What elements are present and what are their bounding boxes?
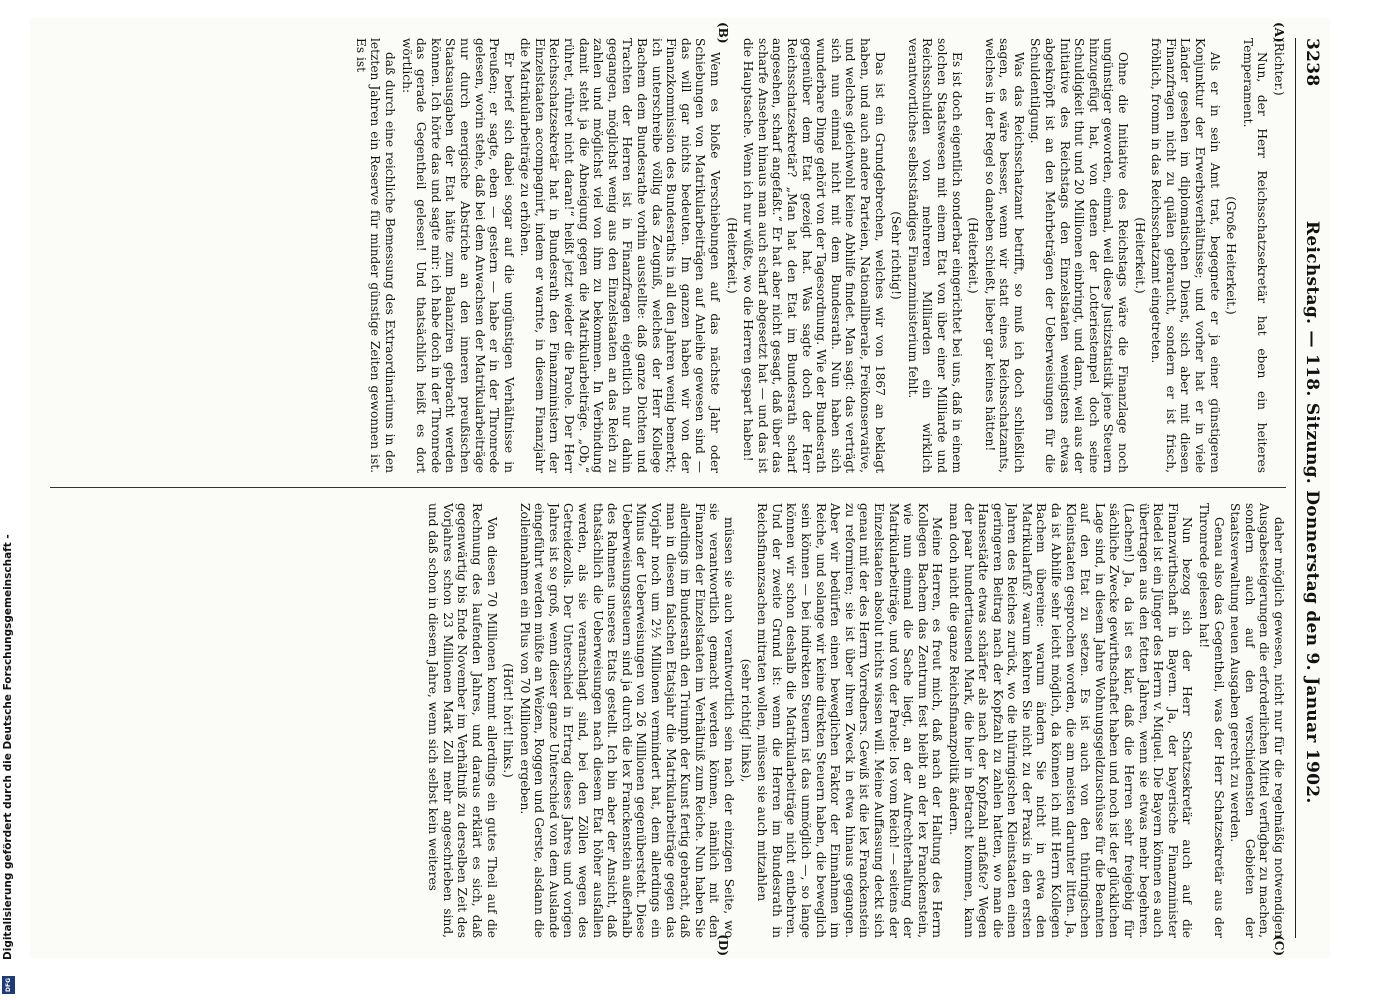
margin-mark-d: (D) [716,934,730,956]
margin-mark-b: (B) [716,22,730,44]
paragraph: Als er in sein Amt trat, begegnete er ja einer günstigeren Konjunktur der Erwerbsverhältnisse; und vorher hat er in viele Länder gesehen im diplomatischen Dienst, sich aber mit diesen Finanzfragen nicht zu quälen gebraucht, sondern er ist frisch, fröhlich, fromm in das Reichsschatzamt eingetreten. [1149,38,1222,473]
paragraph: (Hört! hört! links.) [501,663,516,778]
paragraph: (sehr richtig! links), [738,658,753,783]
paragraph: Er berief sich dabei sogar auf die ungünstigen Verhältnisse in Preußen; er sagte, eben — gestern — habe er in der Thronrede gelesen, worin stehe, daß bei dem Anwachsen der Matrikularbeiträge nur durch energische Abstriche an den inneren preußischen Staatsausgaben der Etat hätte zum Balanziren gebracht werden können. Ich hörte das und sagte mir: ich habe doch in der Thronrede das gerade Gegentheil gelesen! Und thatsächlich heißt es dort wörtlich: [399,38,516,473]
page-number: 3238 [1302,38,1322,87]
digitization-note [2,0,16,1000]
page-title: Reichstag. — 118. Sitzung. Donnerstag den 9. Januar 1902. [1302,220,1322,804]
paragraph: (Sehr richtig!) [889,211,904,300]
page-header [1300,38,1322,938]
paragraph: (Richter.) [1272,38,1286,96]
paragraph: Nun, der Herr Reichsschatzsekretär hat eben ein heiteres Temperament. [1240,38,1270,473]
document-page [30,18,1330,958]
paragraph: Was das Reichsschatzamt betrifft, so muß ich doch schließlich sagen, es wäre besser, wenn wir statt eines Reichsschatzamts, welches in der Regel so daneben schießt, lieber gar keines hätten! [982,38,1026,473]
dfg-logo-text: DFG [5,978,12,993]
margin-mark-c: (C) [1272,935,1286,956]
paragraph: (Große Heiterkeit.) [1224,196,1239,315]
header-rule [1295,38,1296,938]
left-column [50,38,1286,473]
paragraph: (Heiterkeit.) [966,217,981,294]
column-divider [50,487,1286,488]
paragraph: (Heiterkeit.) [1132,217,1147,294]
paragraph: daß durch eine reichliche Bemessung des Extraordinariums in den letzten Jahren ein Reserve für minder günstige Zeiten gewonnen ist. Es ist [353,38,397,473]
digitization-note-text: Digitalisierung gefördert durch die Deutsche Forschungsgemeinschaft - [2,534,14,960]
paragraph: müssen sie auch verantwortlich sein nach der einzigen Seite, wo sie verantwortlich gemacht werden können, nämlich mit den Finanzen der Einzelstaaten im Verhältniß zum Reiche. Nun haben Sie allerdings im Bundesrath den Triumph der Kunst fertig gebracht, daß man in diesem falschen Etatsjahr die Matrikularbeiträge gegen das Vorjahr noch um 2½ Millionen vermindert hat, dem allerdings ein Minus der Ueberweisungen von 26 Millionen gegenübersteht. Diese Ueberweisungssteuern sind ja durch die lex Franckenstein außerhalb des Rahmens unseres Etats gestellt. Ich bin aber der Ansicht, daß thatsächlich die Ueberweisungen nach diesem Etat höher ausfallen werden, als sie veranschlagt sind, bei den Zöllen wegen des Getreidezolls. Der Unterschied in Ertrag dieses Jahres und vorigen Jahres ist so groß, wenn dieser ganze Unterschied von dem Auslande eingeführt werden müßte an Weizen, Roggen und Gerste, alsdann die Zolleinnahmen ein Plus von 70 Millionen ergeben. [517,503,737,938]
paragraph: Meine Herren, es freut mich, daß nach der Haltung des Herrn Kollegen Bachem das Zentrum fest bleibt an der lex Franckenstein, wie nun einmal die Sache liegt, an der Aufrechterhaltung der Matrikularbeiträge, und von der Parole: los vom Reich! — seitens der Einzelstaaten absolut nichts wissen will. Meine Auffassung deckt sich genau mit der des Herrn Vorredners. Gewiß ist die lex Franckenstein zu reformiren; sie ist über ihren Zweck in etwa hinaus gegangen. Aber wir bedürfen einen beweglichen Faktor der Einnahmen im Reiche, und solange wir keine direkten Steuern haben, die beweglich sein können — bei indirekten Steuern ist das unmöglich —, so lange können wir schon deshalb die Matrikularbeiträge nicht entbehren. Und der zweite Grund ist: wenn die Herren im Bundesrath in Reichsfinanzsachen mitraten wollen, müssen sie auch mitzahlen [755,503,945,938]
paragraph: Es ist doch eigentlich sonderbar eingerichtet bei uns, daß in einem solchen Staatswesen mit einem Etat von über einer Milliarde und Reichsschulden von mehreren Milliarden ein wirklich verantwortliches selbstständiges Finanzministerium fehlt. [905,38,964,473]
paragraph: Von diesen 70 Millionen kommt allerdings ein gutes Theil auf die Rechnung des laufenden Jahres, und daraus erklärt es sich, daß gegenwärtig bis Ende November im Verhältniß zu derselben Zeit des Vorjahres schon 23 Millionen Mark Zoll mehr angeschrieben sind, und daß schon in diesem Jahre, wenn sich selbst kein weiteres [426,503,499,938]
paragraph: Das ist ein Grundgebrechen, welches wir von 1867 an beklagt haben, und auch andere Parteien, Nationalliberale, Freikonservative, und welches gleichwohl keine Abhilfe findet. Man sagt: das verträgt sich nun einmal nicht mit dem Bundesrath. Nun haben sich wunderbare Dinge gehört von der Tagesordnung. Wie der Bundesrath gegenüber dem Etat gezeigt hat. Was sagte doch der Herr Reichsschatzsekretär? „Man hat den Etat im Bundesrath scharf angesehen, scharf angefaßt.“ Er hat aber nicht gesagt, daß über das scharfe Ansehen hinaus man auch scharf abgesetzt hat — und das ist die Hauptsache. Wenn ich nur wüßte, wo die Herren gespart haben! [741,38,887,473]
dfg-logo [2,976,15,994]
paragraph: daher möglich gewesen, nicht nur für die regelmäßig notwendigen Ausgabesteigerungen die erforderlichen Mittel verfügbar zu machen, sondern auch auf den verschiedensten Gebieten der Staatsverwaltung neuen Ausgaben gerecht zu werden. [1228,503,1286,938]
paragraph: (Heiterkeit.) [724,217,739,294]
paragraph: Wenn es bloße Verschiebungen auf das nächste Jahr oder Schiebungen von Matrikularbeiträgen auf Anleihe gewesen sind — das will gar nichts bedeuten. Im ganzen haben wir von der Finanzkommission des Bundesraths in all den Jahren wenig bemerkt; ich unterschreibe völlig das Zeugniß, welches der Herr Kollege Bachem dem Bundesrathe vorhin ausstellte: daß ganze Dichten und Trachten der Herren ist in Finanzfragen eigentlich nur dahin gegangen, möglichst wenig aus den Einzelstaaten an das Reich zu zahlen und möglichst viel von ihm zu bekommen. In Verbindung damit steht ja die Abneigung gegen die Matrikularbeiträge. „Ob,“ rühret, rühret nicht daran!“ heißt jetzt wieder die Parole. Der Herr Reichsschatzsekretär hat in Bundesrath den Finanzministern der Einzelstaaten accompagnirt, indem er warnte, in diesem Finanzjahr die Matrikularbeiträge zu erhöhen. [518,38,723,473]
paragraph: Ohne die Initiative des Reichstags wäre die Finanzlage noch ungünstiger geworden, einmal, weil diese Justizstatistik jene Steuern hinzugefügt hat, von denen der Lotteriestempel doch seine Schuldigkeit thut und 20 Millionen einbringt, und dann, weil aus der Initiative des Reichstags den Einzelstaaten wenigstens etwas abgeknöpft ist an den Mehrbeträgen der Ueberweisungen für die Schuldentilgung. [1028,38,1131,473]
paragraph: Nun bezog sich der Herr Schatzsekretär auch auf die Finanzwirthschaft in Bayern. Ja, der bayerische Finanzminister Riedel ist ein Jünger des Herrn v. Miquel. Die Bayern können es auch übertragen aus den fetten Jahren, wenn sie etwas mehr begehren. (Lachen!) Ja, da ist es klar, daß die Herren sehr freigebig für sächliche Zwecke gewirthschaftet haben und noch ist der glücklichen Lage sind, in diesem Jahre Wohnungsgeldzuschüsse für die Beamten auf den Etat zu setzen. Es ist auch von den thüringischen Kleinstaaten gesprochen worden, die am meisten darunter litten. Ja, da ist Abhilfe sehr leicht möglich, da können ich mit Herrn Kollegen Bachem übereine: warum ändern Sie nicht in etwa den Matrikularfuß? warum kehren Sie nicht zu der Praxis in den ersten Jahren des Reiches zurück, wo die thüringischen Kleinstaaten einen geringeren Beitrag nach der Kopfzahl zu zahlen hatten, wo man die Hansestädte etwas schärfer als nach der Kopfzahl anfaßte? Wegen der paar hunderttausend Mark, die hier in Betracht kommen, kann man doch nicht die ganze Reichsfinanzpolitik ändern. [946,503,1195,938]
paragraph: Genau also das Gegentheil, was der Herr Schatzsekretär aus der Thronrede gelesen hat! [1197,503,1226,938]
right-column [50,503,1286,938]
margin-mark-a: (A) [1272,22,1286,43]
